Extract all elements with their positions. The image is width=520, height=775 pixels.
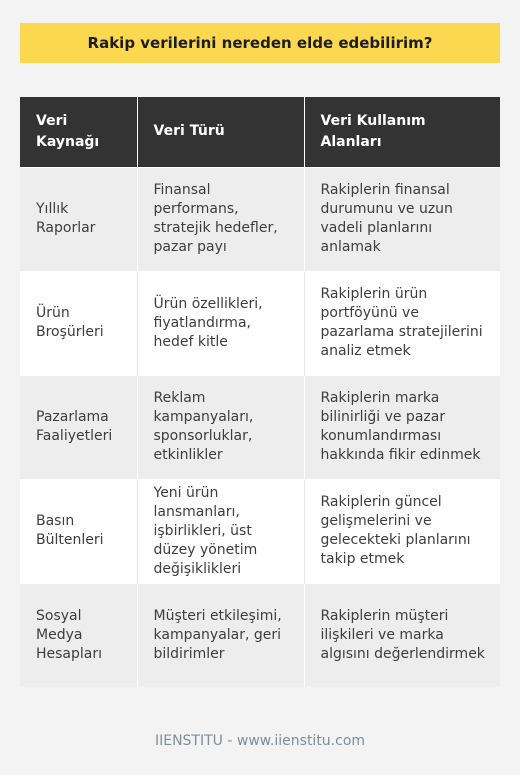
footer-credit: IIENSTITU - www.iienstitu.com [154, 733, 366, 749]
title-banner [20, 23, 500, 63]
cell-data-type: Reklam kampanyaları, sponsorluklar, etkinlikler [137, 375, 304, 479]
cell-data-type: Müşteri etkileşimi, kampanyalar, geri bildirimler [137, 583, 304, 687]
cell-usage-area: Rakiplerin marka bilinirliği ve pazar konumlandırması hakkında fikir edinmek [304, 375, 500, 479]
data-table [20, 97, 500, 687]
cell-usage-area: Rakiplerin güncel gelişmelerini ve gelecekteki planlarını takip etmek [304, 479, 500, 583]
cell-usage-area: Rakiplerin finansal durumunu ve uzun vadeli planlarını anlamak [304, 167, 500, 271]
cell-data-source: Ürün Broşürleri [36, 305, 104, 340]
header-data-source: Veri Kaynağı [36, 112, 100, 150]
page-title: Rakip verilerini nereden elde edebilirim? [87, 34, 433, 52]
cell-data-source: Sosyal Medya Hesapları [36, 607, 103, 662]
header-data-type: Veri Türü [137, 97, 304, 167]
cell-data-source: Basın Bültenleri [36, 513, 104, 548]
table-header-row [20, 97, 500, 167]
cell-data-type: Finansal performans, stratejik hedefler, pazar payı [137, 167, 304, 271]
cell-data-type: Yeni ürün lansmanları, işbirlikleri, üst düzey yönetim değişiklikleri [137, 479, 304, 583]
cell-data-source: Pazarlama Faaliyetleri [36, 409, 113, 444]
cell-usage-area: Rakiplerin müşteri ilişkileri ve marka algısını değerlendirmek [304, 583, 500, 687]
header-usage-areas: Veri Kullanım Alanları [304, 97, 500, 167]
cell-usage-area: Rakiplerin ürün portföyünü ve pazarlama stratejilerini analiz etmek [304, 271, 500, 375]
cell-data-type: Ürün özellikleri, fiyatlandırma, hedef kitle [137, 271, 304, 375]
cell-data-source: Yıllık Raporlar [36, 201, 96, 236]
table-row [20, 375, 500, 479]
table-row [20, 167, 500, 271]
table-row [20, 583, 500, 687]
table-row [20, 479, 500, 583]
table-row [20, 271, 500, 375]
